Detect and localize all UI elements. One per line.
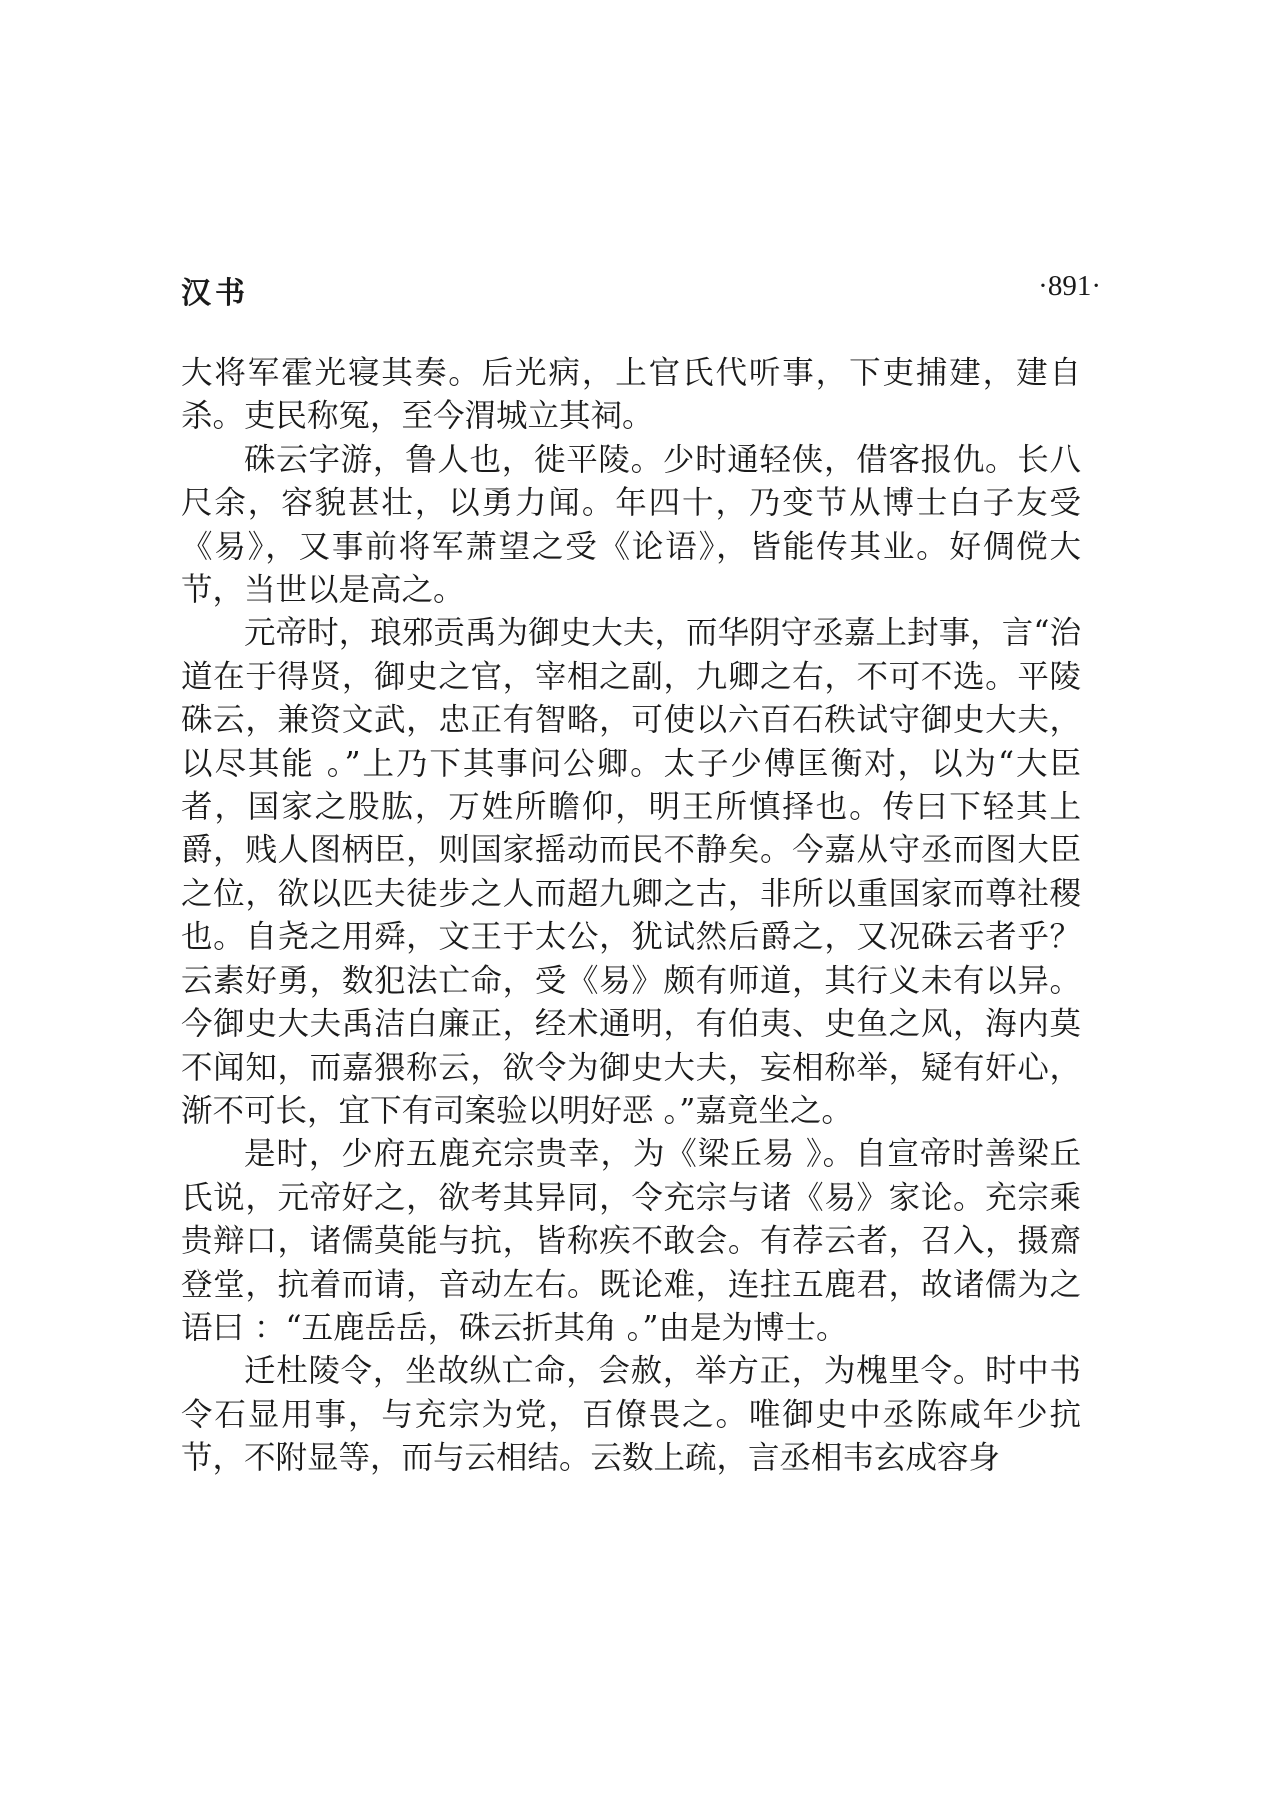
paragraph-5: 迁杜陵令，坐故纵亡命，会赦，举方正，为槐里令。时中书令石显用事，与充宗为党，百僚畏之。唯御史中丞陈咸年少抗节，不附显等，而与云相结。云数上疏，言丞相韦玄成容身 (181, 1353, 1081, 1477)
paragraph-3: 元帝时，琅邪贡禹为御史大夫，而华阴守丞嘉上封事，言“治道在于得贤，御史之官，宰相之副，九卿之右，不可不选。平陵硃云，兼资文武，忠正有智略，可使以六百石秩试守御史大夫，以尽其能 。”上乃下其事问公卿。太子少傅匡衡对，以为“大臣者，国家之股肱，万姓所瞻仰，明王所慎择也。传曰下轻其上爵，贱人图柄臣，则国家摇动而民不静矣。今嘉从守丞而图大臣之位，欲以匹夫徒步之人而超九卿之古，非所以重国家而尊社稷也。自尧之用舜，文王于太公，犹试然后爵之，又况硃云者乎？云素好勇，数犯法亡命，受《易》颇有师道，其行义未有以异。今御史大夫禹洁白廉正，经术通明，有伯夷、史鱼之风，海内莫不闻知，而嘉猥称云，欲令为御史大夫，妄相称举，疑有奸心，渐不可长，宜下有司案验以明好恶 。”嘉竟坐之。 (181, 615, 1081, 1129)
paragraph-1: 大将军霍光寝其奏。后光病，上官氏代听事，下吏捕建，建自杀。吏民称冤，至今渭城立其祠。 (181, 355, 1081, 435)
page-number: ·891· (1038, 270, 1101, 302)
body-text (181, 352, 1081, 1481)
book-title: 汉书 (181, 276, 249, 311)
paragraph-2: 硃云字游，鲁人也，徙平陵。少时通轻侠，借客报仇。长八尺余，容貌甚壮，以勇力闻。年四十，乃变节从博士白子友受《易》，又事前将军萧望之受《论语》，皆能传其业。好倜傥大节，当世以是高之。 (181, 441, 1081, 609)
paragraph-4: 是时，少府五鹿充宗贵幸，为《梁丘易 》。自宣帝时善梁丘氏说，元帝好之，欲考其异同，令充宗与诸《易》家论。充宗乘贵辩口，诸儒莫能与抗，皆称疾不敢会。有荐云者，召入，摄齋登堂，抗着而请，音动左右。既论难，连拄五鹿君，故诸儒为之语曰 ：“五鹿岳岳，硃云折其角 。”由是为博士。 (181, 1136, 1081, 1346)
page-header (181, 268, 1101, 316)
